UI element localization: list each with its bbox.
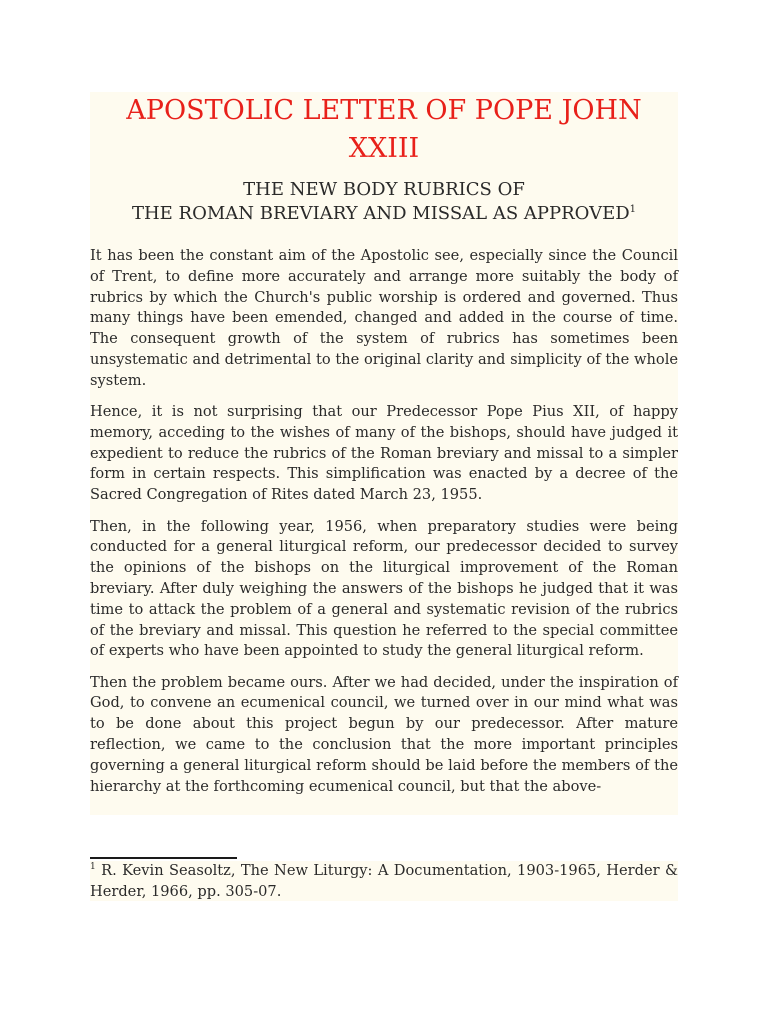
subtitle-line-2: THE ROMAN BREVIARY AND MISSAL AS APPROVED — [131, 203, 630, 224]
page-title: APOSTOLIC LETTER OF POPE JOHN XXIII — [126, 95, 642, 164]
paragraph-4: Then the problem became ours. After we had decided, under the inspiration of God, to convene an ecumenical council, we turned over in our mind what was to be done about this project begun by our predecessor. After mature reflection, we came to the conclusion that the more important principles governing a general liturgical reform should be laid before the members of the hierarchy at the forthcoming ecumenical council, but that the above- — [90, 673, 678, 795]
paragraph-2: Hence, it is not surprising that our Predecessor Pope Pius XII, of happy memory, acceding to the wishes of many of the bishops, should have judged it expedient to reduce the rubrics of the Roman breviary and missal to a simpler form in certain respects. This simplification was enacted by a decree of the Sacred Congregation of Rites dated March 23, 1955. — [90, 403, 678, 504]
footnote-reference[interactable]: 1 — [629, 204, 637, 215]
paragraph-1: It has been the constant aim of the Apostolic see, especially since the Council of Trent, to define more accurately and arrange more suitably the body of rubrics by which the Church's public worship is ordered and governed. Thus many things have been emended, changed and added in the course of time. The consequent growth of the system of rubrics has sometimes been unsystematic and detrimental to the original clarity and simplicity of the whole system. — [90, 247, 678, 389]
footnote-divider — [90, 857, 237, 859]
body-text — [90, 246, 678, 808]
page-subtitle — [90, 178, 678, 226]
footnote-mark: 1 — [90, 862, 96, 873]
subtitle-line-1: THE NEW BODY RUBRICS OF — [243, 179, 525, 200]
footnote-text: R. Kevin Seasoltz, The New Liturgy: A Documentation, 1903-1965, Herder & Herder, 1966, pp. 305-07. — [90, 862, 678, 900]
footnote — [90, 861, 678, 901]
paragraph-3: Then, in the following year, 1956, when preparatory studies were being conducted for a general liturgical reform, our predecessor decided to survey the opinions of the bishops on the liturgical improvement of the Roman breviary. After duly weighing the answers of the bishops he judged that it was time to attack the problem of a general and systematic revision of the rubrics of the breviary and missal. This question he referred to the special committee of experts who have been appointed to study the general liturgical reform. — [90, 517, 678, 660]
